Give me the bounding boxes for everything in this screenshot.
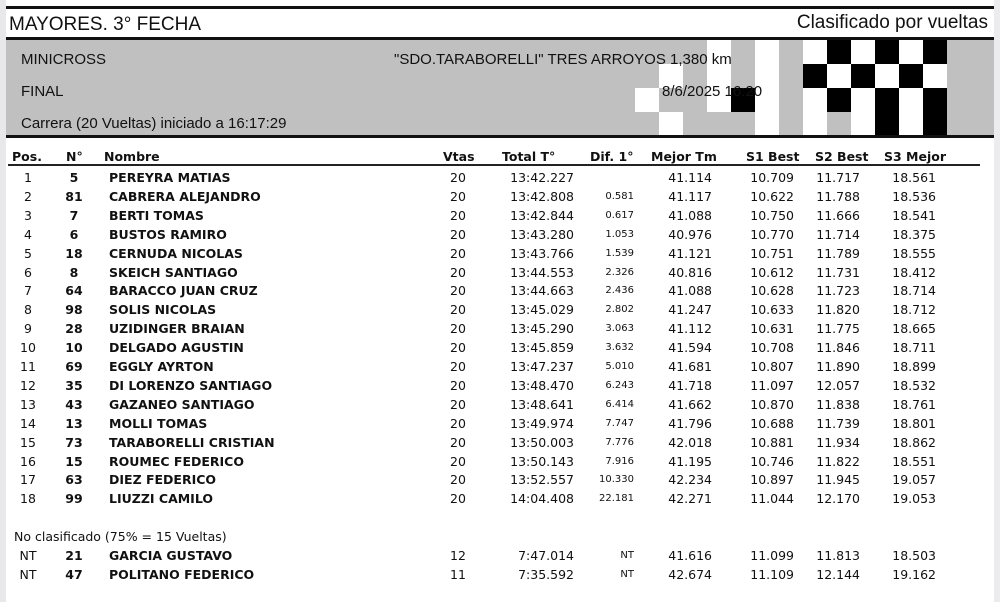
position-cell: 13 <box>20 396 36 412</box>
driver-name-cell: BUSTOS RAMIRO <box>109 226 227 242</box>
kart-number-cell: 81 <box>65 188 83 204</box>
gap-cell: 1.539 <box>605 247 634 259</box>
best-lap-cell: 41.088 <box>668 283 712 299</box>
sector3-cell: 19.162 <box>892 566 936 582</box>
col-header-s2: S2 Best <box>815 149 869 164</box>
best-lap-cell: 40.816 <box>668 264 712 280</box>
laps-cell: 20 <box>450 245 466 261</box>
session-label: FINAL <box>21 83 64 100</box>
sector1-cell: 10.628 <box>750 283 794 299</box>
laps-cell: 20 <box>450 396 466 412</box>
position-cell: 9 <box>24 321 32 337</box>
kart-number-cell: 7 <box>69 207 79 223</box>
best-lap-cell: 42.674 <box>668 566 712 582</box>
kart-number-cell: 69 <box>65 359 83 374</box>
checker-square <box>827 40 851 64</box>
kart-number-cell: 13 <box>65 415 83 431</box>
sector3-cell: 18.761 <box>892 396 936 412</box>
checker-square <box>803 64 827 88</box>
total-time-cell: 13:44.663 <box>510 283 574 299</box>
kart-number-cell: 64 <box>65 283 83 299</box>
sector2-cell: 11.723 <box>816 283 860 299</box>
driver-name-cell: GARCIA GUSTAVO <box>109 548 233 563</box>
sector2-cell: 11.945 <box>816 472 860 488</box>
total-time-cell: 13:43.766 <box>510 245 574 261</box>
kart-number-cell: 18 <box>65 245 83 261</box>
sector2-cell: 11.717 <box>816 170 860 185</box>
driver-name-cell: CERNUDA NICOLAS <box>109 245 243 261</box>
position-cell: 12 <box>20 377 36 393</box>
gap-cell: NT <box>620 568 634 580</box>
best-lap-cell: 41.616 <box>668 548 712 563</box>
best-lap-cell: 40.976 <box>668 226 712 242</box>
laps-cell: 20 <box>450 453 466 469</box>
gap-cell: 22.181 <box>599 493 634 505</box>
checker-square <box>875 112 899 136</box>
checker-square <box>803 40 827 64</box>
sector1-cell: 10.750 <box>750 207 794 223</box>
result-row <box>0 225 1000 244</box>
gap-cell: 7.747 <box>605 417 634 429</box>
driver-name-cell: DELGADO AGUSTIN <box>109 340 244 356</box>
total-time-cell: 13:42.844 <box>510 207 574 223</box>
driver-name-cell: ROUMEC FEDERICO <box>109 453 244 469</box>
race-info-box <box>6 40 994 136</box>
gap-cell: 0.581 <box>605 190 634 202</box>
total-time-cell: 7:35.592 <box>518 566 574 582</box>
sector3-cell: 18.551 <box>892 453 936 469</box>
result-row <box>0 244 1000 263</box>
sector2-cell: 11.789 <box>816 245 860 261</box>
sector1-cell: 10.870 <box>750 396 794 412</box>
position-cell: 3 <box>24 207 32 223</box>
driver-name-cell: LIUZZI CAMILO <box>109 491 213 507</box>
gap-cell: 2.436 <box>605 285 634 297</box>
laps-cell: 20 <box>450 283 466 299</box>
sector2-cell: 11.934 <box>816 434 860 450</box>
position-cell: 5 <box>24 245 32 261</box>
position-cell: 16 <box>20 453 36 469</box>
kart-number-cell: 6 <box>69 226 79 242</box>
kart-number-cell: 63 <box>65 472 83 488</box>
sector2-cell: 11.820 <box>816 302 860 318</box>
laps-cell: 20 <box>450 359 466 374</box>
position-cell: 14 <box>20 415 36 431</box>
sector2-cell: 11.822 <box>816 453 860 469</box>
sector1-cell: 10.746 <box>750 453 794 469</box>
result-row <box>0 395 1000 414</box>
sector2-cell: 12.170 <box>816 491 860 507</box>
checker-square <box>875 88 899 112</box>
kart-number-cell: 28 <box>65 321 83 337</box>
sector1-cell: 10.751 <box>750 245 794 261</box>
gap-cell: 1.053 <box>605 228 634 240</box>
sector2-cell: 11.739 <box>816 415 860 431</box>
checker-square <box>899 40 923 64</box>
sector3-cell: 18.541 <box>892 207 936 223</box>
col-header-gap: Dif. 1° <box>590 149 634 164</box>
race-start-label: Carrera (20 Vueltas) iniciado a 16:17:29 <box>21 115 287 132</box>
sector1-cell: 11.109 <box>750 566 794 582</box>
sector2-cell: 11.846 <box>816 340 860 356</box>
best-lap-cell: 41.796 <box>668 415 712 431</box>
sector3-cell: 18.412 <box>892 264 936 280</box>
kart-number-cell: 35 <box>65 377 83 393</box>
driver-name-cell: BERTI TOMAS <box>109 207 204 223</box>
position-cell: NT <box>19 566 37 582</box>
gap-cell: 3.063 <box>605 323 634 335</box>
position-cell: 10 <box>20 340 36 356</box>
result-row <box>0 565 1000 584</box>
laps-cell: 20 <box>450 264 466 280</box>
best-lap-cell: 41.114 <box>668 170 712 185</box>
result-row <box>0 546 1000 565</box>
kart-number-cell: 98 <box>65 302 83 318</box>
checker-square <box>827 64 851 88</box>
driver-name-cell: UZIDINGER BRAIAN <box>109 321 245 337</box>
sector3-cell: 18.536 <box>892 188 936 204</box>
sector2-cell: 11.813 <box>816 548 860 563</box>
kart-number-cell: 5 <box>69 170 79 185</box>
total-time-cell: 13:44.553 <box>510 264 574 280</box>
total-time-cell: 13:52.557 <box>510 472 574 488</box>
best-lap-cell: 41.117 <box>668 188 712 204</box>
col-header-best-lap: Mejor Tm <box>651 149 717 164</box>
laps-cell: 20 <box>450 207 466 223</box>
kart-number-cell: 43 <box>65 396 83 412</box>
sector1-cell: 11.099 <box>750 548 794 563</box>
not-classified-label: No clasificado (75% = 15 Vueltas) <box>14 529 227 544</box>
sector1-cell: 10.897 <box>750 472 794 488</box>
total-time-cell: 13:42.808 <box>510 188 574 204</box>
result-row <box>0 206 1000 225</box>
checker-square <box>923 64 947 88</box>
result-row <box>0 338 1000 357</box>
driver-name-cell: BARACCO JUAN CRUZ <box>109 283 258 299</box>
laps-cell: 20 <box>450 472 466 488</box>
sector1-cell: 10.631 <box>750 321 794 337</box>
best-lap-cell: 41.195 <box>668 453 712 469</box>
kart-number-cell: 15 <box>65 453 83 469</box>
driver-name-cell: PEREYRA MATIAS <box>109 170 231 185</box>
gap-cell: 2.326 <box>605 266 634 278</box>
laps-cell: 12 <box>450 548 466 563</box>
driver-name-cell: DIEZ FEDERICO <box>109 472 217 488</box>
result-row <box>0 452 1000 471</box>
sector2-cell: 11.788 <box>816 188 860 204</box>
position-cell: 6 <box>24 264 32 280</box>
result-row <box>0 187 1000 206</box>
gap-cell: 0.617 <box>605 209 634 221</box>
event-title: MAYORES. 3° FECHA <box>9 14 202 35</box>
gap-cell: 2.802 <box>605 304 634 316</box>
best-lap-cell: 41.681 <box>668 359 712 374</box>
col-header-laps: Vtas <box>443 149 475 164</box>
laps-cell: 11 <box>450 566 466 582</box>
col-header-name: Nombre <box>104 149 160 164</box>
best-lap-cell: 41.662 <box>668 396 712 412</box>
checker-square <box>899 112 923 136</box>
result-row <box>0 376 1000 395</box>
gap-cell: NT <box>620 550 634 561</box>
col-header-s3: S3 Mejor <box>884 149 947 164</box>
checker-square <box>755 40 779 64</box>
col-header-total: Total T° <box>502 149 556 164</box>
sector2-cell: 11.714 <box>816 226 860 242</box>
kart-number-cell: 99 <box>65 491 83 507</box>
venue-label: "SDO.TARABORELLI" TRES ARROYOS 1,380 km <box>394 51 732 68</box>
result-row <box>0 357 1000 376</box>
total-time-cell: 13:45.029 <box>510 302 574 318</box>
col-header-s1: S1 Best <box>746 149 800 164</box>
sector3-cell: 18.555 <box>892 245 936 261</box>
result-row <box>0 489 1000 508</box>
position-cell: 4 <box>24 226 32 242</box>
best-lap-cell: 41.594 <box>668 340 712 356</box>
driver-name-cell: SKEICH SANTIAGO <box>109 264 238 280</box>
sector1-cell: 10.612 <box>750 264 794 280</box>
result-row <box>0 300 1000 319</box>
best-lap-cell: 42.018 <box>668 434 712 450</box>
col-header-num: N° <box>66 149 83 164</box>
driver-name-cell: EGGLY AYRTON <box>109 359 214 374</box>
checker-square <box>803 112 827 136</box>
laps-cell: 20 <box>450 434 466 450</box>
sector2-cell: 11.775 <box>816 321 860 337</box>
position-cell: 8 <box>24 302 32 318</box>
sector3-cell: 18.801 <box>892 415 936 431</box>
result-row <box>0 433 1000 452</box>
info-rule-bottom <box>6 135 994 138</box>
driver-name-cell: DI LORENZO SANTIAGO <box>109 377 273 393</box>
kart-number-cell: 8 <box>69 264 79 280</box>
result-row <box>0 263 1000 282</box>
checker-square <box>923 88 947 112</box>
sector1-cell: 10.688 <box>750 415 794 431</box>
gap-cell: 7.776 <box>605 436 634 448</box>
sector3-cell: 18.714 <box>892 283 936 299</box>
sector1-cell: 11.097 <box>750 377 794 393</box>
position-cell: 18 <box>20 491 36 507</box>
sector3-cell: 18.375 <box>892 226 936 242</box>
sector1-cell: 10.881 <box>750 434 794 450</box>
gap-cell: 6.414 <box>605 398 634 410</box>
sector1-cell: 11.044 <box>750 491 794 507</box>
checker-square <box>851 112 875 136</box>
sector3-cell: 18.711 <box>892 340 936 356</box>
position-cell: 2 <box>24 188 32 204</box>
total-time-cell: 13:50.143 <box>510 453 574 469</box>
total-time-cell: 13:49.974 <box>510 415 574 431</box>
checker-square <box>659 112 683 136</box>
sector3-cell: 18.862 <box>892 434 936 450</box>
classification-mode: Clasificado por vueltas <box>796 12 988 33</box>
position-cell: 7 <box>24 283 32 299</box>
total-time-cell: 13:45.290 <box>510 321 574 337</box>
total-time-cell: 13:48.470 <box>510 377 574 393</box>
gap-cell: 3.632 <box>605 342 634 354</box>
gap-cell: 7.916 <box>605 455 634 467</box>
best-lap-cell: 41.088 <box>668 207 712 223</box>
best-lap-cell: 42.234 <box>668 472 712 488</box>
result-row <box>0 168 1000 187</box>
sector2-cell: 12.057 <box>816 377 860 393</box>
best-lap-cell: 41.112 <box>668 321 712 337</box>
total-time-cell: 13:43.280 <box>510 226 574 242</box>
best-lap-cell: 41.718 <box>668 377 712 393</box>
checker-square <box>635 88 659 112</box>
result-row <box>0 281 1000 300</box>
checker-square <box>827 88 851 112</box>
category-label: MINICROSS <box>21 51 107 68</box>
sector3-cell: 19.053 <box>892 491 936 507</box>
total-time-cell: 14:04.408 <box>510 491 574 507</box>
checker-square <box>851 64 875 88</box>
title-row <box>6 9 994 38</box>
sector3-cell: 18.712 <box>892 302 936 318</box>
sector2-cell: 11.838 <box>816 396 860 412</box>
position-cell: 17 <box>20 472 36 488</box>
driver-name-cell: CABRERA ALEJANDRO <box>109 188 261 204</box>
sector1-cell: 10.633 <box>750 302 794 318</box>
checker-square <box>755 112 779 136</box>
sector2-cell: 11.666 <box>816 207 860 223</box>
laps-cell: 20 <box>450 170 466 185</box>
best-lap-cell: 41.121 <box>668 245 712 261</box>
sector3-cell: 18.532 <box>892 377 936 393</box>
checker-square <box>851 40 875 64</box>
total-time-cell: 13:50.003 <box>510 434 574 450</box>
sector1-cell: 10.770 <box>750 226 794 242</box>
checker-square <box>899 88 923 112</box>
kart-number-cell: 73 <box>65 434 83 450</box>
checker-square <box>875 64 899 88</box>
result-row <box>0 319 1000 338</box>
sector1-cell: 10.807 <box>750 359 794 374</box>
sector3-cell: 18.665 <box>892 321 936 337</box>
kart-number-cell: 10 <box>65 340 83 356</box>
col-header-pos: Pos. <box>12 149 42 164</box>
result-row <box>0 414 1000 433</box>
gap-cell: 5.010 <box>605 361 634 372</box>
sector3-cell: 19.057 <box>892 472 936 488</box>
driver-name-cell: TARABORELLI CRISTIAN <box>109 434 275 450</box>
sector2-cell: 11.890 <box>816 359 860 374</box>
total-time-cell: 7:47.014 <box>518 548 574 563</box>
laps-cell: 20 <box>450 415 466 431</box>
total-time-cell: 13:48.641 <box>510 396 574 412</box>
kart-number-cell: 47 <box>65 566 83 582</box>
driver-name-cell: POLITANO FEDERICO <box>109 566 255 582</box>
position-cell: 15 <box>20 434 36 450</box>
checker-square <box>851 88 875 112</box>
laps-cell: 20 <box>450 377 466 393</box>
datetime-label: 8/6/2025 16:20 <box>662 83 763 100</box>
header-rule <box>8 164 980 166</box>
best-lap-cell: 42.271 <box>668 491 712 507</box>
total-time-cell: 13:47.237 <box>510 359 574 374</box>
laps-cell: 20 <box>450 226 466 242</box>
laps-cell: 20 <box>450 340 466 356</box>
total-time-cell: 13:42.227 <box>510 170 574 185</box>
gap-cell: 10.330 <box>599 474 634 486</box>
kart-number-cell: 21 <box>65 548 83 563</box>
checker-square <box>803 88 827 112</box>
position-cell: 1 <box>24 170 32 185</box>
position-cell: 11 <box>20 359 36 374</box>
driver-name-cell: GAZANEO SANTIAGO <box>109 396 255 412</box>
driver-name-cell: SOLIS NICOLAS <box>109 302 217 318</box>
laps-cell: 20 <box>450 188 466 204</box>
sector3-cell: 18.561 <box>892 170 936 185</box>
total-time-cell: 13:45.859 <box>510 340 574 356</box>
sector1-cell: 10.709 <box>750 170 794 185</box>
result-row <box>0 470 1000 489</box>
sector3-cell: 18.899 <box>892 359 936 374</box>
sector2-cell: 11.731 <box>816 264 860 280</box>
laps-cell: 20 <box>450 321 466 337</box>
sector2-cell: 12.144 <box>816 566 860 582</box>
checker-square <box>923 112 947 136</box>
checker-square <box>899 64 923 88</box>
best-lap-cell: 41.247 <box>668 302 712 318</box>
position-cell: NT <box>19 548 37 563</box>
sector1-cell: 10.708 <box>750 340 794 356</box>
checker-square <box>875 40 899 64</box>
checker-square <box>923 40 947 64</box>
driver-name-cell: MOLLI TOMAS <box>109 415 208 431</box>
sector1-cell: 10.622 <box>750 188 794 204</box>
laps-cell: 20 <box>450 491 466 507</box>
laps-cell: 20 <box>450 302 466 318</box>
gap-cell: 6.243 <box>605 379 634 391</box>
sector3-cell: 18.503 <box>892 548 936 563</box>
